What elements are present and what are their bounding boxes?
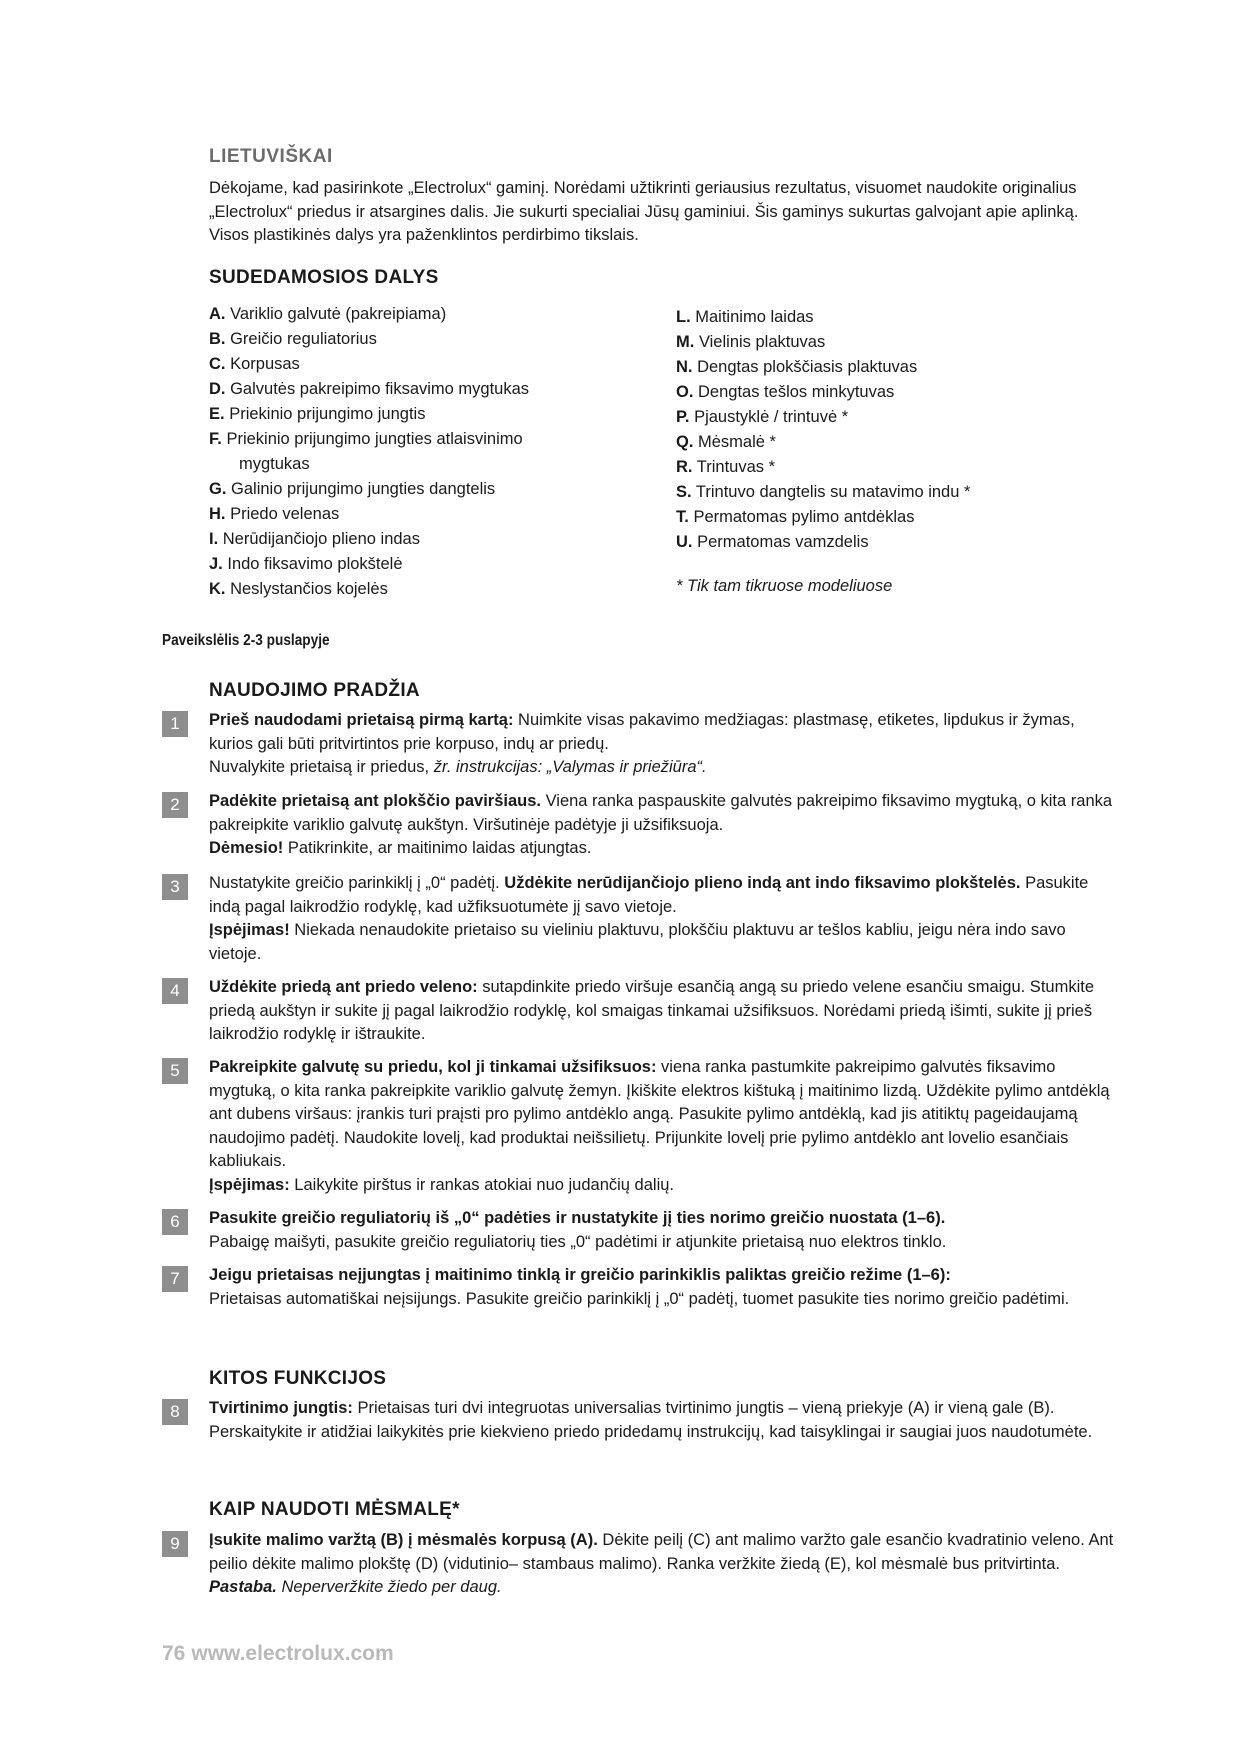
parts-list-right <box>676 305 970 555</box>
step-6: Pasukite greičio reguliatorių iš „0“ padėties ir nustatykite jį ties norimo greičio nuostata (1–6). Pabaigę maišyti, pasukite greičio reguliatorių ties „0“ padėtimi ir atjunkite prietaisą nuo elektros tinklo. <box>209 1209 947 1251</box>
footer-website: www.electrolux.com <box>191 1642 394 1665</box>
part-item: T. Permatomas pylimo antdėklas <box>676 508 915 526</box>
step-number-badge: 9 <box>162 1531 188 1557</box>
section-heading-start: NAUDOJIMO PRADŽIA <box>209 680 420 701</box>
step-3: Nustatykite greičio parinkiklį į „0“ padėtį. Uždėkite nerūdijančiojo plieno indą ant indo fiksavimo plokštelės. Pasukite indą pagal laikrodžio rodyklę, kad užfiksuotumėte jį savo vietoje. Įspėjimas! Niekada nenaudokite prietaiso su vieliniu plaktuvu, plokščiu plaktuvu ar tešlos kabliu, jeigu nėra indo savo vietoje. <box>209 874 1089 963</box>
step-number-badge: 4 <box>162 978 188 1004</box>
step-1: Prieš naudodami prietaisą pirmą kartą: Nuimkite visas pakavimo medžiagas: plastmasę, etiketes, lipdukus ir žymas, kurios gali būti pritvirtintos prie korpuso, indų ar priedų. Nuvalykite prietaisą ir priedus, žr. instrukcijas: „Valymas ir priežiūra“. <box>209 711 1075 776</box>
step-2: Padėkite prietaisą ant plokščio paviršiaus. Viena ranka paspauskite galvutės pakreipimo fiksavimo mygtuką, o kita ranka pakreipkite variklio galvutę aukštyn. Viršutinėje padėtyje ji užsifiksuoja. Dėmesio! Patikrinkite, ar maitinimo laidas atjungtas. <box>209 792 1113 857</box>
intro-paragraph: Dėkojame, kad pasirinkote „Electrolux“ gaminį. Norėdami užtikrinti geriausius rezultatus, visuomet naudokite originalius „Electrolux“ priedus ir atsargines dalis. Jie sukurti specialiai Jūsų gaminiui. Šis gaminys sukurtas galvojant apie aplinką. Visos plastikinės dalys yra paženklintos perdirbimo tikslais. <box>209 179 1079 244</box>
language-title: LIETUVIŠKAI <box>209 146 333 167</box>
step-5: Pakreipkite galvutę su priedu, kol ji tinkamai užsifiksuos: viena ranka pastumkite pakreipimo galvutės fiksavimo mygtuką, o kita ranka pakreipkite variklio galvutę žemyn. Įkiškite elektros kištuką į maitinimo lizdą. Uždėkite pylimo antdėklą ant dubens viršaus: įrankis turi praįsti pro pylimo antdėklo angą. Pasukite pylimo antdėklą, kad jis atitiktų pageidaujamą naudojimo padėtį. Naudokite lovelį, kad produktai neišsilietų. Prijunkite lovelį prie pylimo antdėklo ant lovelio esančiais kabliukais. Įspėjimas: Laikykite pirštus ir rankas atokiai nuo judančių dalių. <box>209 1058 1110 1194</box>
part-item-continuation: mygtukas <box>239 455 310 473</box>
part-item: D. Galvutės pakreipimo fiksavimo mygtukas <box>209 380 530 398</box>
parts-list-left <box>209 302 529 602</box>
step-number-badge: 3 <box>162 874 188 900</box>
step-9: Įsukite malimo varžtą (B) į mėsmalės korpusą (A). Dėkite peilį (C) ant malimo varžto gale esančio kvadratinio veleno. Ant peilio dėkite malimo plokštę (D) (vidutinio– stambaus malimo). Ranka veržkite žiedą (E), kol mėsmalė bus pritvirtinta. Pastaba. Neperveržkite žiedo per daug. <box>209 1531 1114 1596</box>
part-item: O. Dengtas tešlos minkytuvas <box>676 383 895 401</box>
part-item: J. Indo fiksavimo plokštelė <box>209 555 403 573</box>
part-item: E. Priekinio prijungimo jungtis <box>209 405 426 423</box>
part-item: M. Vielinis plaktuvas <box>676 333 826 351</box>
step-7: Jeigu prietaisas neįjungtas į maitinimo tinklą ir greičio parinkiklis paliktas greičio režime (1–6): Prietaisas automatiškai neįsijungs. Pasukite greičio parinkiklį į „0“ padėtį, tuomet pasukite ties norimo greičio padėtimi. <box>209 1266 1070 1308</box>
part-item: Q. Mėsmalė * <box>676 433 776 451</box>
part-item: K. Neslystančios kojelės <box>209 580 388 598</box>
section-heading-mincer: KAIP NAUDOTI MĖSMALĘ* <box>209 1499 460 1520</box>
parts-heading: SUDEDAMOSIOS DALYS <box>209 267 439 288</box>
part-item: F. Priekinio prijungimo jungties atlaisvinimo <box>209 430 523 448</box>
step-number-badge: 1 <box>162 711 188 737</box>
models-note: * Tik tam tikruose modeliuose <box>676 577 893 595</box>
figure-reference: Paveikslėlis 2-3 puslapyje <box>162 632 330 649</box>
part-item: L. Maitinimo laidas <box>676 308 814 326</box>
step-number-badge: 5 <box>162 1058 188 1084</box>
part-item: S. Trintuvo dangtelis su matavimo indu * <box>676 483 971 501</box>
step-number-badge: 2 <box>162 792 188 818</box>
step-number-badge: 7 <box>162 1266 188 1292</box>
page-number: 76 <box>162 1642 186 1665</box>
step-8: Tvirtinimo jungtis: Prietaisas turi dvi integruotas universalias tvirtinimo jungtis – vieną priekyje (A) ir vieną gale (B). Perskaitykite ir atidžiai laikykitės prie kiekvieno priedo pridedamų instrukcijų, kad taisyklingai ir saugiai juos naudotumėte. <box>209 1399 1093 1441</box>
part-item: H. Priedo velenas <box>209 505 340 523</box>
part-item: R. Trintuvas * <box>676 458 776 476</box>
part-item: U. Permatomas vamzdelis <box>676 533 869 551</box>
step-number-badge: 6 <box>162 1209 188 1235</box>
part-item: N. Dengtas plokščiasis plaktuvas <box>676 358 918 376</box>
part-item: P. Pjaustyklė / trintuvė * <box>676 408 849 426</box>
step-number-badge: 8 <box>162 1399 188 1425</box>
part-item: A. Variklio galvutė (pakreipiama) <box>209 305 447 323</box>
step-4: Uždėkite priedą ant priedo veleno: sutapdinkite priedo viršuje esančią angą su priedo velene esančiu smaigu. Stumkite priedą aukštyn ir sukite jį pagal laikrodžio rodyklę, kol smaigas tinkamai užsifiksuos. Norėdami priedą išimti, sukite jį prieš laikrodžio rodyklę ir ištraukite. <box>209 978 1094 1043</box>
part-item: B. Greičio reguliatorius <box>209 330 377 348</box>
part-item: G. Galinio prijungimo jungties dangtelis <box>209 480 496 498</box>
part-item: C. Korpusas <box>209 355 300 373</box>
page-footer <box>162 1642 394 1666</box>
section-heading-other: KITOS FUNKCIJOS <box>209 1368 387 1389</box>
part-item: I. Nerūdijančiojo plieno indas <box>209 530 420 548</box>
